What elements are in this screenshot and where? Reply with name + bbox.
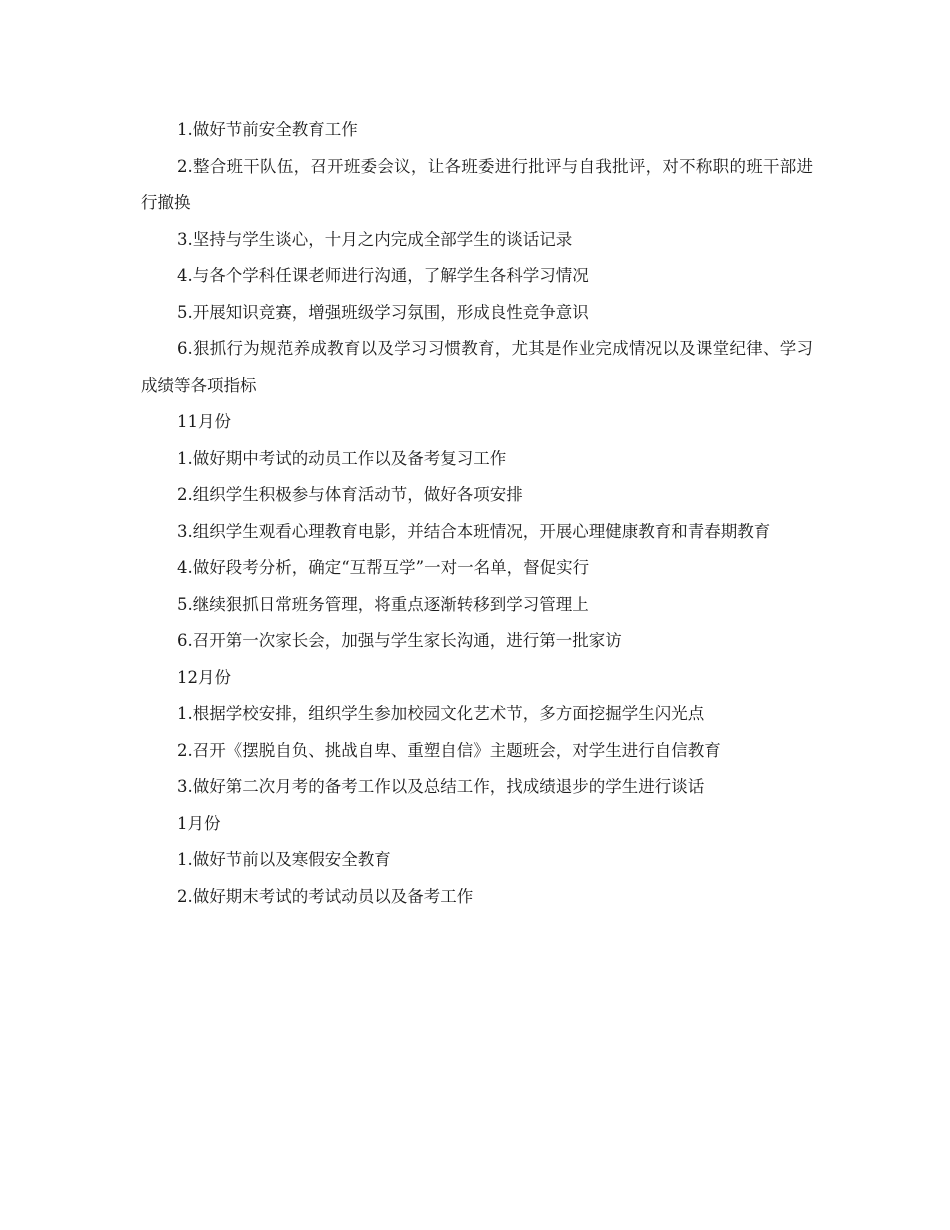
list-item: 6.狠抓行为规范养成教育以及学习习惯教育，尤其是作业完成情况以及课堂纪律、学习成绩等各项指标 (141, 339, 813, 395)
list-item: 5.开展知识竞赛，增强班级学习氛围，形成良性竞争意识 (177, 302, 589, 322)
list-item: 1.做好期中考试的动员工作以及备考复习工作 (177, 448, 507, 468)
list-item: 2.整合班干队伍，召开班委会议，让各班委进行批评与自我批评，对不称职的班干部进行撤换 (141, 156, 813, 212)
list-item: 6.召开第一次家长会，加强与学生家长沟通，进行第一批家访 (177, 631, 622, 650)
month-heading-january: 1月份 (177, 813, 221, 833)
list-item: 2.组织学生积极参与体育活动节，做好各项安排 (177, 485, 523, 504)
list-item: 3.组织学生观看心理教育电影，并结合本班情况，开展心理健康教育和青春期教育 (177, 521, 771, 541)
list-item: 2.召开《摆脱自负、挑战自卑、重塑自信》主题班会，对学生进行自信教育 (177, 740, 721, 760)
list-item: 4.与各个学科任课老师进行沟通，了解学生各科学习情况 (177, 266, 589, 285)
document-body (141, 112, 813, 915)
list-item: 3.坚持与学生谈心，十月之内完成全部学生的谈话记录 (177, 229, 573, 249)
list-item: 5.继续狠抓日常班务管理，将重点逐渐转移到学习管理上 (177, 594, 589, 614)
list-item: 4.做好段考分析，确定“互帮互学”一对一名单，督促实行 (177, 558, 590, 577)
list-item: 3.做好第二次月考的备考工作以及总结工作，找成绩退步的学生进行谈话 (177, 777, 705, 796)
list-item: 1.做好节前以及寒假安全教育 (177, 850, 391, 869)
month-heading-november: 11月份 (177, 412, 231, 431)
month-heading-december: 12月份 (177, 667, 231, 687)
list-item: 1.根据学校安排，组织学生参加校园文化艺术节，多方面挖掘学生闪光点 (177, 704, 705, 723)
list-item: 2.做好期末考试的考试动员以及备考工作 (177, 886, 474, 906)
list-item: 1.做好节前安全教育工作 (177, 120, 358, 139)
